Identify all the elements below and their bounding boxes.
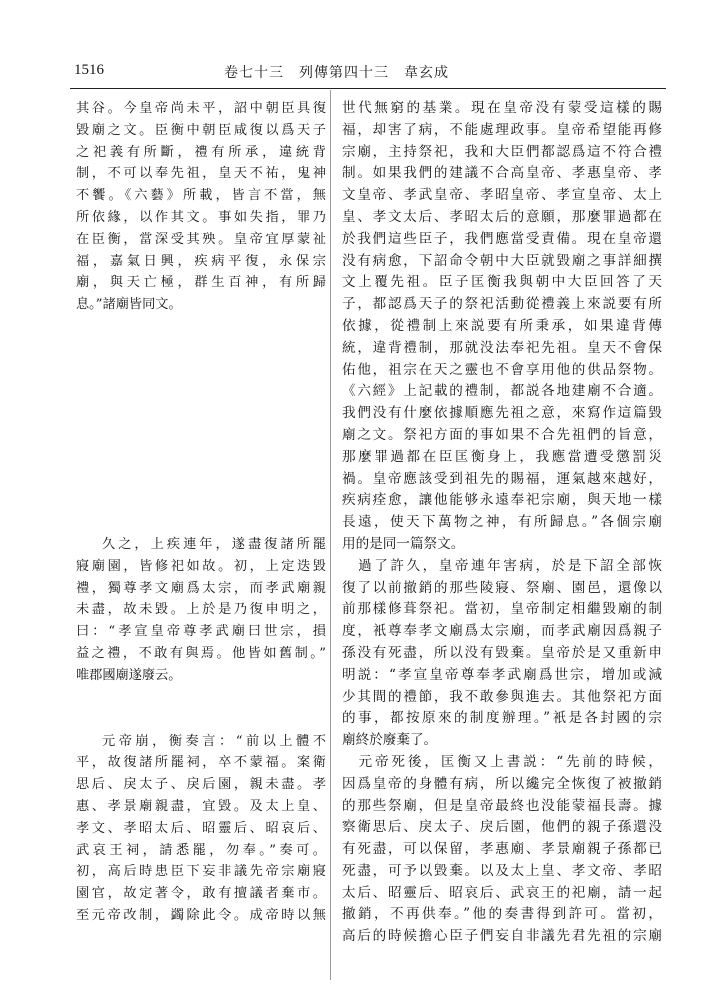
text-line: 息。”諸廟皆同文。 bbox=[76, 297, 182, 313]
text-line: 制，不可以奉先祖，皇天不祐，鬼神 bbox=[76, 166, 326, 182]
running-head: 卷七十三 列傳第四十三 韋玄成 bbox=[224, 65, 449, 81]
text-line: 長遠，使天下萬物之神，有所歸息。”各個宗廟 bbox=[342, 514, 662, 531]
text-line: 復了以前撤銷的那些陵寢、祭廟、園邑，還像以 bbox=[342, 579, 662, 596]
text-line: 惠、孝景廟親盡，宜毀。及太上皇、 bbox=[76, 798, 326, 814]
text-line: 毀廟之文。臣衡中朝臣咸復以爲天子 bbox=[76, 122, 326, 138]
text-line: 前那樣修葺祭祀。當初，皇帝制定相繼毀廟的制 bbox=[342, 601, 662, 618]
text-line: 文上覆先祖。臣子匡衡我與朝中大臣回答了天 bbox=[342, 274, 662, 291]
text-line: 初，高后時患臣下妄非議先帝宗廟寢 bbox=[76, 864, 326, 880]
text-line: 廟終於廢棄了。 bbox=[342, 732, 438, 749]
text-line: 之祀義有所斷，禮有所承，違統背 bbox=[76, 144, 326, 160]
text-line: 因爲皇帝的身體有病，所以纔完全恢復了被撤銷 bbox=[342, 775, 662, 792]
text-line: 不饗。《六藝》所載，皆言不當，無 bbox=[76, 188, 326, 204]
page-header bbox=[74, 62, 666, 84]
text-line: 世代無窮的基業。現在皇帝没有蒙受這樣的賜 bbox=[342, 100, 662, 116]
text-line: 寢廟園，皆修祀如故。初，上定迭毀 bbox=[76, 558, 326, 574]
left-column bbox=[76, 98, 326, 927]
text-line: 子，都認爲天子的祭祀活動從禮義上來説要有所 bbox=[342, 296, 662, 313]
header-rule bbox=[70, 88, 666, 89]
text-line: 高后的時候擔心臣子們妄自非議先君先祖的宗廟 bbox=[342, 928, 662, 945]
text-line: 久之，上疾連年，遂盡復諸所罷 bbox=[102, 536, 326, 552]
text-line: 未盡，故未毀。上於是乃復申明之， bbox=[76, 602, 326, 618]
text-line: 曰：“孝宣皇帝尊孝武廟曰世宗，損 bbox=[76, 624, 326, 640]
text-line: 佑他，祖宗在天之靈也不會享用他的供品祭物。 bbox=[342, 361, 662, 378]
text-line: 於我們這些臣子，我們應當受責備。現在皇帝還 bbox=[342, 230, 662, 247]
text-line: 在臣衡，當深受其殃。皇帝宜厚蒙祉 bbox=[76, 231, 326, 247]
text-line: 宗廟，主持祭祀，我和大臣們都認爲這不符合禮 bbox=[342, 143, 662, 160]
text-line: 依據，從禮制上來説要有所秉承，如果違背傳 bbox=[342, 317, 662, 334]
text-line: 福，嘉氣日興，疾病平復，永保宗 bbox=[76, 253, 326, 269]
text-line: 廟之文。祭祀方面的事如果不合先祖們的旨意， bbox=[342, 426, 662, 443]
text-line: 用的是同一篇祭文。 bbox=[342, 535, 465, 552]
text-line: 至元帝改制，蠲除此令。成帝時以無 bbox=[76, 907, 326, 923]
text-line: 統，違背禮制，那就没法奉祀先祖。皇天不會保 bbox=[342, 339, 662, 356]
text-line: 益之禮，不敢有與焉。他皆如舊制。” bbox=[76, 645, 326, 661]
text-line: 元帝崩，衡奏言：“前以上體不 bbox=[102, 733, 326, 749]
page-number: 1516 bbox=[74, 62, 104, 78]
column-divider bbox=[330, 90, 331, 980]
left-paragraph-2 bbox=[76, 534, 326, 687]
text-line: 我們没有什麼依據順應先祖之意，來寫作這篇毀 bbox=[342, 405, 662, 422]
text-line: 明説：“孝宣皇帝尊奉孝武廟爲世宗，增加或減 bbox=[342, 666, 662, 683]
text-line: 福，却害了病，不能處理政事。皇帝希望能再修 bbox=[342, 121, 662, 138]
text-line: 制。如果我們的建議不合高皇帝、孝惠皇帝、孝 bbox=[342, 165, 662, 182]
text-line: 園官，故定著令，敢有擅議者棄市。 bbox=[76, 886, 326, 902]
text-line: 的那些祭廟，但是皇帝最終也没能蒙福長壽。據 bbox=[342, 797, 662, 814]
text-line: 思后、戾太子、戾后園，親未盡。孝 bbox=[76, 777, 326, 793]
text-line: 没有病愈，下詔命令朝中大臣就毀廟之事詳細撰 bbox=[342, 252, 662, 269]
text-line: 那麼罪過都在臣匡衡身上，我應當遭受懲罰災 bbox=[342, 448, 662, 465]
text-line: 唯郡國廟遂廢云。 bbox=[76, 667, 182, 683]
left-paragraph-3 bbox=[76, 731, 326, 927]
text-line: 廟，與天亡極，群生百神，有所歸 bbox=[76, 275, 326, 291]
spacer bbox=[76, 316, 326, 534]
right-column bbox=[342, 98, 662, 948]
text-line: 禍。皇帝應該受到祖先的賜福，運氣越來越好， bbox=[342, 470, 662, 487]
text-line: 《六經》上記載的禮制，都説各地建廟不合適。 bbox=[342, 383, 662, 400]
text-line: 過了許久，皇帝連年害病，於是下詔全部恢 bbox=[342, 557, 662, 574]
text-line: 死盡，可予以毀棄。以及太上皇、孝文帝、孝昭 bbox=[342, 862, 662, 879]
spacer bbox=[76, 687, 326, 731]
text-line: 孫没有死盡，所以没有毀棄。皇帝於是又重新申 bbox=[342, 644, 662, 661]
text-line: 少其間的禮節，我不敢參與進去。其他祭祀方面 bbox=[342, 688, 662, 705]
text-line: 疾病痊愈，讓他能够永遠奉祀宗廟，與天地一樣 bbox=[342, 492, 662, 509]
text-line: 皇、孝文太后、孝昭太后的意願，那麼罪過都在 bbox=[342, 208, 662, 225]
text-line: 的事，都按原來的制度辦理。”衹是各封國的宗 bbox=[342, 710, 662, 727]
text-line: 孝文、孝昭太后、昭靈后、昭哀后、 bbox=[76, 820, 326, 836]
text-line: 武哀王祠，請悉罷，勿奉。”奏可。 bbox=[76, 842, 326, 858]
text-line: 度，衹尊奉孝文廟爲太宗廟，而孝武廟因爲親子 bbox=[342, 623, 662, 640]
text-line: 其谷。今皇帝尚未平，詔中朝臣具復 bbox=[76, 101, 326, 116]
text-line: 元帝死後，匡衡又上書説：“先前的時候， bbox=[342, 753, 662, 770]
text-line: 察衛思后、戾太子、戾后園，他們的親子孫還没 bbox=[342, 819, 662, 836]
left-paragraph-1 bbox=[76, 98, 326, 316]
text-line: 平，故復諸所罷祠，卒不蒙福。案衛 bbox=[76, 755, 326, 771]
text-line: 太后、昭靈后、昭哀后、武哀王的祀廟，請一起 bbox=[342, 884, 662, 901]
text-line: 撤銷，不再供奉。”他的奏書得到許可。當初， bbox=[342, 906, 662, 923]
text-line: 所依緣，以作其文。事如失指，罪乃 bbox=[76, 209, 326, 225]
text-line: 文皇帝、孝武皇帝、孝昭皇帝、孝宣皇帝、太上 bbox=[342, 187, 662, 204]
text-line: 禮，獨尊孝文廟爲太宗，而孝武廟親 bbox=[76, 580, 326, 596]
text-line: 有死盡，可以保留，孝惠廟、孝景廟親子孫都已 bbox=[342, 841, 662, 858]
